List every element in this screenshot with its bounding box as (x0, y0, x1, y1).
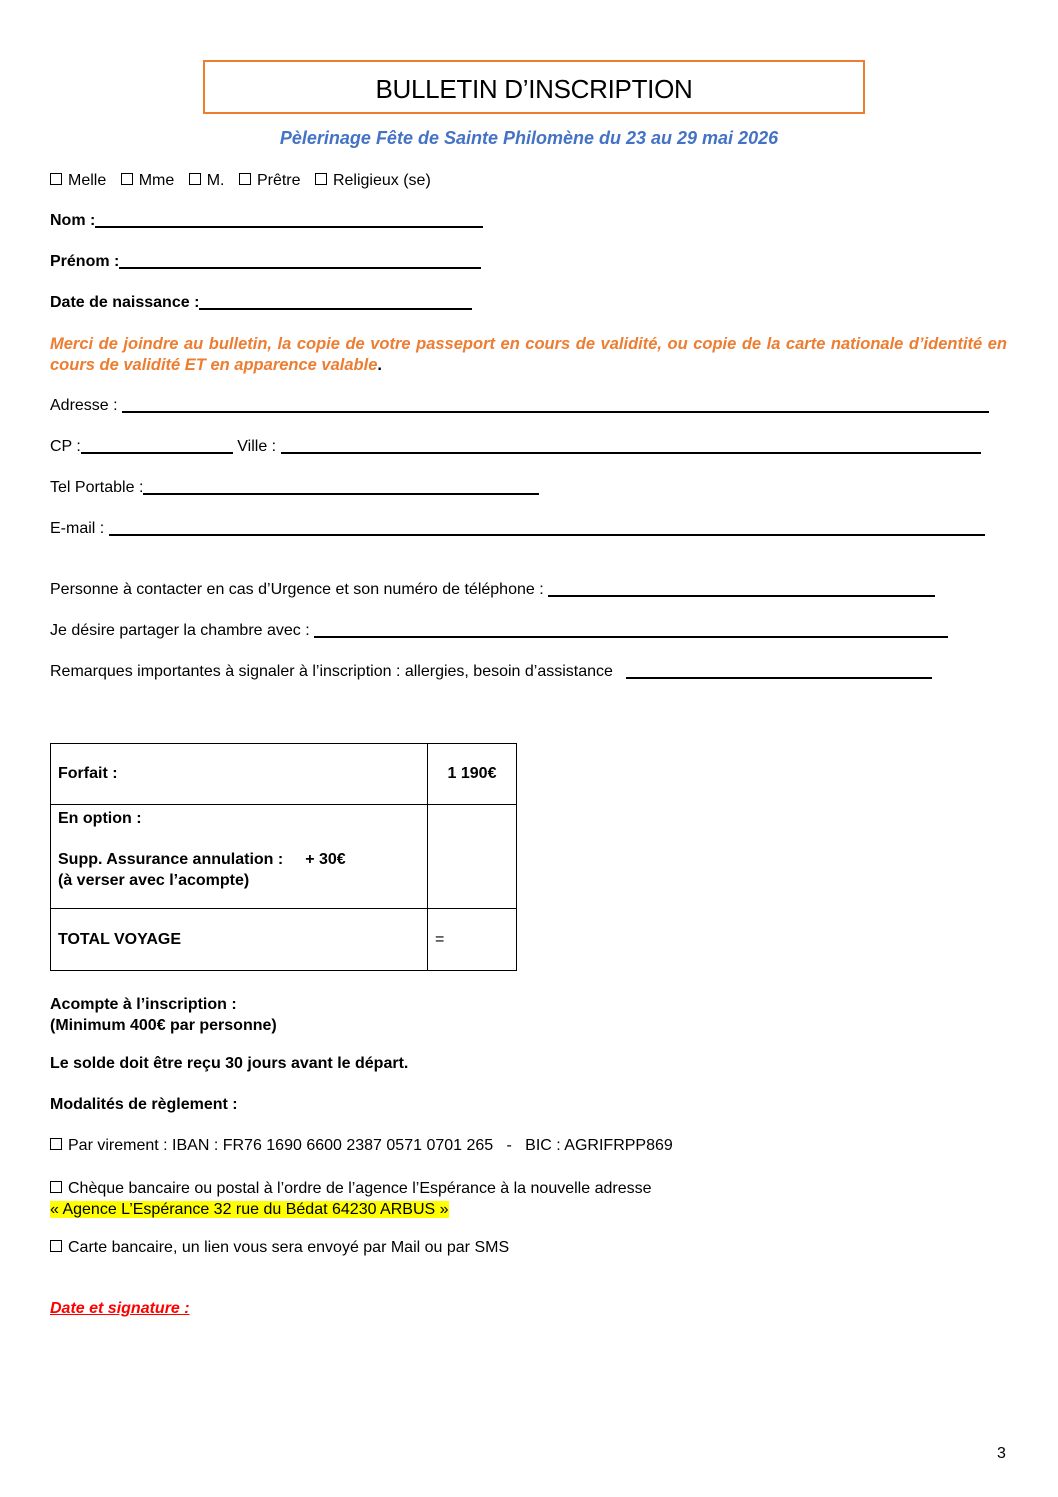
checkbox-icon[interactable] (50, 173, 62, 185)
nom-input-line[interactable] (95, 212, 483, 228)
assurance-value: + 30€ (305, 851, 346, 868)
chambre-label: Je désire partager la chambre avec : (50, 622, 310, 639)
price-table (50, 743, 517, 971)
adresse-field-row (50, 397, 989, 415)
table-row (51, 805, 517, 909)
naissance-input-line[interactable] (199, 294, 472, 310)
checkbox-icon[interactable] (50, 1240, 62, 1252)
checkbox-icon[interactable] (189, 173, 201, 185)
option-label: En option : (58, 810, 142, 827)
cp-label: CP : (50, 438, 81, 455)
adresse-label: Adresse : (50, 397, 118, 414)
forfait-value: 1 190€ (428, 744, 517, 805)
signature-label: Date et signature : (50, 1300, 190, 1317)
urgence-label: Personne à contacter en cas d’Urgence et son numéro de téléphone : (50, 581, 544, 598)
page-number: 3 (997, 1445, 1006, 1462)
tel-field-row (50, 479, 539, 497)
remarques-input-line[interactable] (626, 663, 932, 679)
checkbox-icon[interactable] (121, 173, 133, 185)
civility-m[interactable]: M. (189, 172, 225, 189)
email-input-line[interactable] (109, 520, 985, 536)
ville-input-line[interactable] (281, 438, 981, 454)
total-label: TOTAL VOYAGE (51, 909, 428, 971)
acompte-block (50, 994, 277, 1036)
tel-input-line[interactable] (143, 479, 539, 495)
assurance-note: (à verser avec l’acompte) (58, 872, 250, 889)
civility-mme[interactable]: Mme (121, 172, 175, 189)
table-row (51, 909, 517, 971)
assurance-row (58, 849, 420, 870)
cp-ville-row (50, 438, 981, 456)
page-title: BULLETIN D’INSCRIPTION (375, 74, 693, 104)
nom-field-row (50, 212, 483, 230)
civility-pretre[interactable]: Prêtre (239, 172, 301, 189)
email-field-row (50, 520, 985, 538)
adresse-input-line[interactable] (122, 397, 989, 413)
payment-carte[interactable]: Carte bancaire, un lien vous sera envoyé par Mail ou par SMS (50, 1239, 509, 1257)
assurance-label: Supp. Assurance annulation : (58, 851, 284, 868)
title-box (203, 60, 865, 114)
chambre-field-row (50, 622, 948, 640)
prenom-field-row (50, 253, 481, 271)
acompte-minimum: (Minimum 400€ par personne) (50, 1017, 277, 1034)
total-value: = (428, 909, 517, 971)
civility-melle[interactable]: Melle (50, 172, 106, 189)
checkbox-icon[interactable] (50, 1138, 62, 1150)
option-cell (51, 805, 428, 909)
urgence-input-line[interactable] (548, 581, 935, 597)
payment-cheque[interactable]: Chèque bancaire ou postal à l’ordre de l’agence l’Espérance à la nouvelle adresse « Agence L’Espérance 32 rue du Bédat 64230 ARBUS » (50, 1180, 652, 1218)
naissance-field-row (50, 294, 472, 312)
document-notice: Merci de joindre au bulletin, la copie de votre passeport en cours de validité, ou copie de la carte nationale d’identité en cours de validité ET en apparence valable. (50, 335, 1007, 374)
email-label: E-mail : (50, 520, 105, 537)
modalites-heading: Modalités de règlement : (50, 1096, 238, 1113)
cp-input-line[interactable] (81, 438, 233, 454)
option-value-cell (428, 805, 517, 909)
remarques-field-row (50, 663, 932, 681)
civility-religieux[interactable]: Religieux (se) (315, 172, 431, 189)
nom-label: Nom : (50, 212, 96, 229)
naissance-label: Date de naissance : (50, 294, 200, 311)
agence-address-highlight: « Agence L’Espérance 32 rue du Bédat 64230 ARBUS » (50, 1201, 449, 1218)
acompte-label: Acompte à l’inscription : (50, 996, 237, 1013)
remarques-label: Remarques importantes à signaler à l’inscription : allergies, besoin d’assistance (50, 663, 613, 680)
checkbox-icon[interactable] (315, 173, 327, 185)
payment-virement[interactable]: Par virement : IBAN : FR76 1690 6600 2387 0571 0701 265 - BIC : AGRIFRPP869 (50, 1137, 673, 1155)
table-row (51, 744, 517, 805)
forfait-label: Forfait : (51, 744, 428, 805)
prenom-input-line[interactable] (119, 253, 481, 269)
tel-label: Tel Portable : (50, 479, 144, 496)
urgence-field-row (50, 581, 935, 599)
civility-options (50, 172, 441, 190)
chambre-input-line[interactable] (314, 622, 948, 638)
subtitle: Pèlerinage Fête de Sainte Philomène du 23 au 29 mai 2026 (279, 128, 779, 148)
prenom-label: Prénom : (50, 253, 120, 270)
checkbox-icon[interactable] (239, 173, 251, 185)
solde-text: Le solde doit être reçu 30 jours avant le départ. (50, 1055, 409, 1072)
ville-label: Ville : (237, 438, 277, 455)
checkbox-icon[interactable] (50, 1181, 62, 1193)
